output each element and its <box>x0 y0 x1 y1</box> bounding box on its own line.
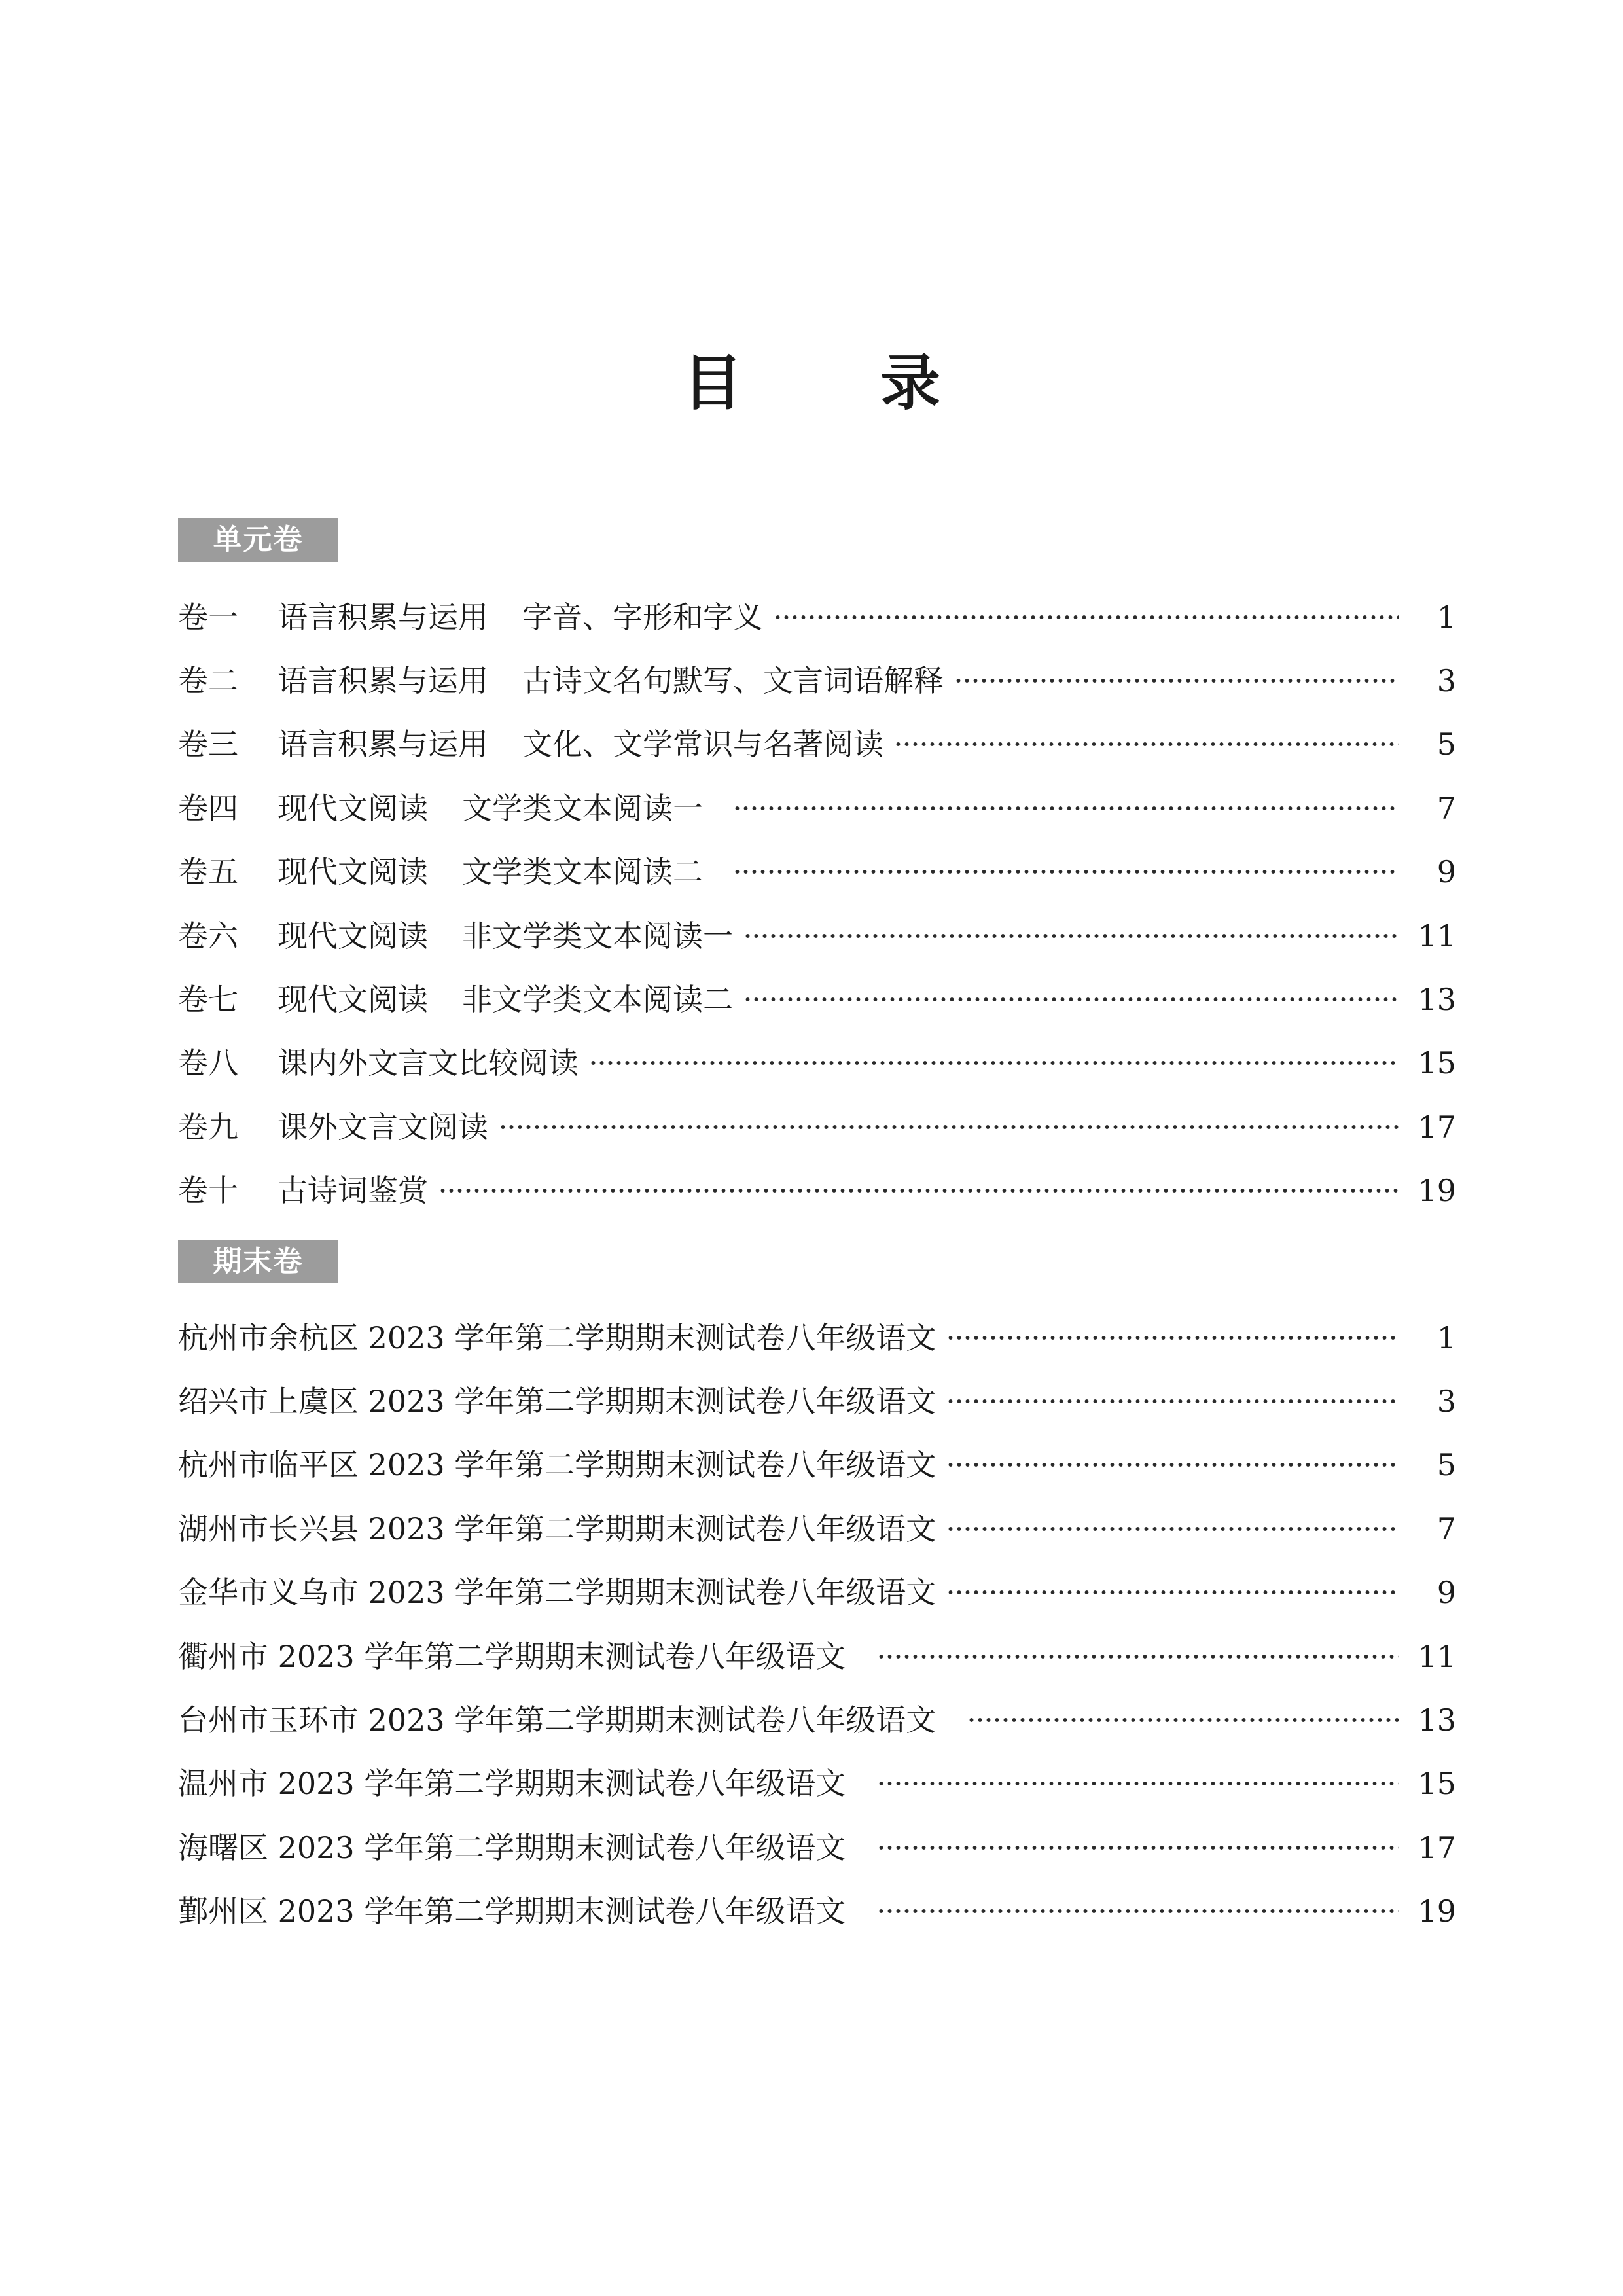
toc-entry-label <box>178 598 763 637</box>
page-title-left: 目 <box>682 348 743 418</box>
toc-entry-label <box>178 1107 488 1147</box>
toc-entry-page-number: 15 <box>1418 1045 1456 1081</box>
toc-entry-category: 课内外文言文比较阅读 <box>277 1045 579 1081</box>
toc-entry[interactable] <box>178 1433 1456 1497</box>
toc-entry[interactable] <box>178 1369 1456 1433</box>
toc-entry-subtitle: 古诗文名句默写、文言词语解释 <box>522 663 944 699</box>
toc-entry-category: 现代文阅读 <box>277 982 428 1018</box>
dot-leader <box>946 1589 1399 1596</box>
toc-entry-label <box>178 725 883 764</box>
toc-entry-category: 课外文言文阅读 <box>277 1109 488 1145</box>
toc-entry-label <box>178 1043 579 1083</box>
toc-entry[interactable] <box>178 1880 1456 1943</box>
toc-entry-page-number: 11 <box>1418 918 1456 954</box>
page-title <box>0 347 1623 419</box>
toc-entry-volume: 卷九 <box>178 1109 238 1145</box>
toc-entry-label <box>178 852 703 891</box>
toc-entry[interactable] <box>178 1816 1456 1879</box>
dot-leader <box>743 996 1399 1003</box>
toc-entry-page-number: 7 <box>1436 790 1456 826</box>
dot-leader <box>967 1717 1399 1723</box>
toc-entry-subtitle: 文学类文本阅读一 <box>462 790 703 826</box>
toc-entry-label <box>178 789 703 828</box>
toc-entry-volume: 卷八 <box>178 1045 238 1081</box>
toc-entry-page-number: 1 <box>1436 599 1456 635</box>
dot-leader <box>946 1526 1399 1532</box>
toc-entry[interactable] <box>178 1159 1456 1223</box>
toc-entry-page-number: 13 <box>1418 982 1456 1018</box>
toc-entry-label: 温州市 2023 学年第二学期期末测试卷八年级语文 <box>178 1766 846 1802</box>
toc-entry[interactable] <box>178 1497 1456 1560</box>
dot-leader <box>946 1335 1399 1341</box>
toc-entry-page-number: 15 <box>1418 1766 1456 1802</box>
toc-entry-subtitle: 非文学类文本阅读一 <box>462 918 733 954</box>
toc-entry-page-number: 9 <box>1436 854 1456 890</box>
dot-leader <box>733 805 1399 812</box>
page-title-right: 录 <box>880 348 941 418</box>
toc-entry-label <box>178 916 733 956</box>
toc-list-final-exams <box>178 1306 1456 1943</box>
toc-entry-category: 现代文阅读 <box>277 854 428 890</box>
toc-list-unit-tests <box>178 585 1456 1223</box>
toc-entry[interactable] <box>178 585 1456 649</box>
dot-leader <box>743 933 1399 939</box>
dot-leader <box>877 1653 1399 1660</box>
toc-entry-label: 绍兴市上虞区 2023 学年第二学期期末测试卷八年级语文 <box>178 1384 936 1420</box>
toc-entry-subtitle: 文学类文本阅读二 <box>462 854 703 890</box>
toc-entry-category: 古诗词鉴赏 <box>277 1173 428 1209</box>
toc-entry-label: 衢州市 2023 学年第二学期期末测试卷八年级语文 <box>178 1638 846 1674</box>
dot-leader <box>894 741 1399 747</box>
dot-leader <box>946 1462 1399 1468</box>
toc-entry-category: 语言积累与运用 <box>277 599 488 635</box>
toc-entry-page-number: 5 <box>1436 726 1456 762</box>
section-badge-final-exams: 期末卷 <box>178 1240 338 1283</box>
dot-leader <box>954 677 1399 684</box>
toc-entry-label <box>178 661 944 700</box>
toc-entry[interactable] <box>178 840 1456 904</box>
toc-entry-label <box>178 980 733 1019</box>
toc-entry-page-number: 17 <box>1418 1829 1456 1865</box>
toc-entry-label: 杭州市临平区 2023 学年第二学期期末测试卷八年级语文 <box>178 1447 936 1483</box>
toc-entry[interactable] <box>178 1095 1456 1158</box>
dot-leader <box>438 1187 1399 1194</box>
section-badge-unit-tests: 单元卷 <box>178 518 338 562</box>
toc-entry-label: 海曙区 2023 学年第二学期期末测试卷八年级语文 <box>178 1829 846 1865</box>
dot-leader <box>946 1398 1399 1405</box>
dot-leader <box>589 1060 1399 1066</box>
toc-entry-volume: 卷二 <box>178 663 238 699</box>
toc-entry-page-number: 1 <box>1436 1319 1456 1355</box>
dot-leader <box>499 1124 1399 1130</box>
toc-entry[interactable] <box>178 776 1456 840</box>
toc-entry[interactable] <box>178 904 1456 967</box>
toc-entry[interactable] <box>178 1031 1456 1095</box>
toc-entry-page-number: 17 <box>1418 1109 1456 1145</box>
toc-entry-page-number: 7 <box>1436 1511 1456 1547</box>
toc-entry-label: 杭州市余杭区 2023 学年第二学期期末测试卷八年级语文 <box>178 1319 936 1355</box>
toc-entry-label: 金华市义乌市 2023 学年第二学期期末测试卷八年级语文 <box>178 1575 936 1611</box>
toc-entry[interactable] <box>178 1624 1456 1688</box>
toc-entry-volume: 卷七 <box>178 982 238 1018</box>
dot-leader <box>877 1844 1399 1851</box>
toc-entry[interactable] <box>178 713 1456 776</box>
toc-entry[interactable] <box>178 1752 1456 1816</box>
toc-entry-category: 现代文阅读 <box>277 918 428 954</box>
toc-entry-page-number: 13 <box>1418 1702 1456 1738</box>
toc-entry-label <box>178 1171 428 1210</box>
toc-entry-volume: 卷六 <box>178 918 238 954</box>
toc-entry-category: 语言积累与运用 <box>277 663 488 699</box>
toc-entry[interactable] <box>178 649 1456 712</box>
toc-entry-volume: 卷四 <box>178 790 238 826</box>
toc-entry-page-number: 3 <box>1436 1384 1456 1420</box>
toc-entry-volume: 卷三 <box>178 726 238 762</box>
dot-leader <box>877 1780 1399 1787</box>
toc-entry[interactable] <box>178 1306 1456 1369</box>
toc-entry-page-number: 19 <box>1418 1173 1456 1209</box>
dot-leader <box>733 869 1399 875</box>
toc-entry-volume: 卷一 <box>178 599 238 635</box>
toc-entry-page-number: 11 <box>1418 1638 1456 1674</box>
toc-entry-volume: 卷五 <box>178 854 238 890</box>
toc-entry-subtitle: 文化、文学常识与名著阅读 <box>522 726 883 762</box>
toc-entry-page-number: 5 <box>1436 1447 1456 1483</box>
toc-entry-subtitle: 字音、字形和字义 <box>522 599 763 635</box>
toc-entry-volume: 卷十 <box>178 1173 238 1209</box>
toc-entry[interactable] <box>178 1688 1456 1751</box>
toc-entry[interactable] <box>178 967 1456 1031</box>
toc-entry-label: 台州市玉环市 2023 学年第二学期期末测试卷八年级语文 <box>178 1702 936 1738</box>
toc-entry-page-number: 3 <box>1436 663 1456 699</box>
dot-leader <box>877 1908 1399 1914</box>
toc-entry-subtitle: 非文学类文本阅读二 <box>462 982 733 1018</box>
toc-entry-category: 语言积累与运用 <box>277 726 488 762</box>
toc-entry[interactable] <box>178 1561 1456 1624</box>
toc-entry-label: 鄞州区 2023 学年第二学期期末测试卷八年级语文 <box>178 1893 846 1929</box>
toc-entry-page-number: 9 <box>1436 1575 1456 1611</box>
toc-entry-category: 现代文阅读 <box>277 790 428 826</box>
toc-entry-label: 湖州市长兴县 2023 学年第二学期期末测试卷八年级语文 <box>178 1511 936 1547</box>
toc-entry-page-number: 19 <box>1418 1893 1456 1929</box>
dot-leader <box>774 614 1399 620</box>
